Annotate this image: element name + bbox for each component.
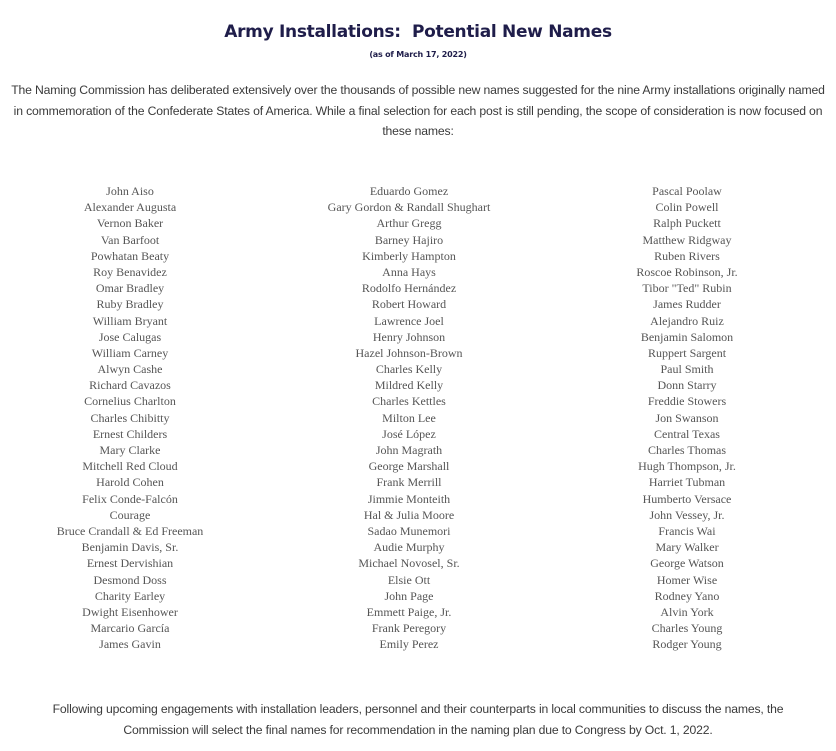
name-list-item: James Gavin	[99, 637, 161, 652]
name-list-item: John Magrath	[375, 443, 443, 457]
name-list-item: Richard Cavazos	[89, 378, 171, 393]
name-list-item: William Carney	[91, 345, 169, 360]
name-list-item: Emmett Paige, Jr.	[366, 604, 452, 619]
name-list-item: Freddie Stowers	[647, 394, 727, 409]
name-list-item: Paul Smith	[660, 362, 714, 377]
name-list-item: Benjamin Salomon	[640, 329, 734, 344]
intro-paragraph: The Naming Commission has deliberated extensively over the thousands of possible new names suggested for the nine Army installations originally named in commemoration of the Confederate States of America. While a final selection for each post is still pending, the scope of consideration is now focused on these names:	[11, 83, 825, 138]
name-list-item: Charles Chibitty	[90, 410, 170, 425]
name-list-item: Roscoe Robinson, Jr.	[636, 264, 738, 279]
names-column-2	[309, 183, 509, 652]
name-list-item: Eduardo Gomez	[369, 184, 449, 198]
name-list-item: Alvin York	[660, 604, 714, 619]
name-list-item: Van Barfoot	[100, 232, 160, 247]
name-list-item: Lawrence Joel	[374, 313, 444, 328]
name-list-item: Charles Young	[651, 621, 723, 636]
name-list-item: Gary Gordon & Randall Shughart	[327, 200, 491, 215]
name-list-item: Charles Kettles	[372, 394, 446, 409]
name-list-item: Robert Howard	[371, 297, 447, 312]
name-list-item: Arthur Gregg	[376, 216, 442, 231]
name-list-item: Anna Hays	[382, 264, 436, 279]
name-list-item: Vernon Baker	[96, 216, 164, 231]
name-list-item: George Watson	[650, 556, 724, 571]
name-list-item: Sadao Munemori	[367, 523, 451, 538]
name-list-item: John Aiso	[106, 184, 154, 198]
name-list-item: Benjamin Davis, Sr.	[81, 540, 179, 555]
name-list-item: Ralph Puckett	[653, 216, 721, 231]
name-list-item: Jimmie Monteith	[367, 491, 451, 506]
name-list-item: Milton Lee	[382, 410, 436, 425]
name-list-item: Emily Perez	[379, 637, 439, 652]
closing-paragraph: Following upcoming engagements with installation leaders, personnel and their counterparts in local communities to discuss the names, the Commission will select the final names for recommendation in the naming plan due to Congress by Oct. 1, 2022.	[52, 702, 784, 737]
name-list-item: Hal & Julia Moore	[363, 507, 455, 522]
name-list-item: Donn Starry	[657, 378, 717, 393]
name-list-item: Rodger Young	[652, 637, 722, 652]
name-list-item: Hugh Thompson, Jr.	[638, 459, 736, 474]
name-list-item: Dwight Eisenhower	[82, 604, 178, 619]
name-list-item: Ruby Bradley	[96, 297, 164, 312]
name-list-item: Colin Powell	[655, 200, 719, 215]
name-list-item: Charles Thomas	[647, 443, 727, 457]
names-column-3	[587, 183, 787, 652]
name-list-item: Jose Calugas	[98, 329, 162, 344]
name-list-item: Mitchell Red Cloud	[82, 459, 178, 474]
name-list-item: Francis Wai	[658, 523, 716, 538]
name-list-item: Charity Earley	[94, 588, 166, 603]
name-list-item: Alexander Augusta	[83, 200, 177, 215]
name-list-item: Humberto Versace	[642, 491, 732, 506]
name-list-item: Audie Murphy	[373, 540, 445, 555]
name-list-item: José López	[382, 426, 436, 441]
name-list-item: Ruben Rivers	[654, 248, 720, 263]
name-list-item: Kimberly Hampton	[362, 248, 456, 263]
name-list-item: Felix Conde-Falcón	[82, 491, 178, 506]
name-list-item: Frank Merrill	[376, 475, 442, 490]
name-list-item: Hazel Johnson-Brown	[355, 345, 463, 360]
name-list-item: Charles Kelly	[375, 362, 443, 377]
page-title: Army Installations: Potential New Names	[224, 22, 612, 42]
name-list-item: George Marshall	[368, 459, 450, 474]
name-list-item: Homer Wise	[656, 572, 718, 587]
name-list-item: Henry Johnson	[372, 329, 446, 344]
name-list-item: Marcario García	[90, 621, 170, 636]
name-list-item: Mildred Kelly	[374, 378, 444, 393]
name-list-item: Ernest Dervishian	[86, 556, 174, 571]
name-list-item: John Page	[384, 588, 434, 603]
name-list-item: Roy Benavidez	[93, 264, 167, 279]
name-list-item: Central Texas	[654, 426, 720, 441]
name-list-item: Barney Hajiro	[374, 232, 444, 247]
name-list-item: Jon Swanson	[655, 410, 719, 425]
name-list-item: Desmond Doss	[93, 572, 167, 587]
name-list-item: John Vessey, Jr.	[649, 507, 725, 522]
name-list-item: Rodolfo Hernández	[361, 281, 457, 296]
page-subtitle-date: (as of March 17, 2022)	[369, 50, 467, 59]
name-list-item: Ernest Childers	[92, 426, 168, 441]
name-list-item: Rodney Yano	[654, 588, 720, 603]
name-list-item: Harold Cohen	[96, 475, 164, 490]
name-list-item: Michael Novosel, Sr.	[358, 556, 460, 571]
names-column-1	[30, 183, 230, 652]
name-list-item: William Bryant	[92, 313, 168, 328]
name-list-item: Harriet Tubman	[648, 475, 726, 490]
name-list-item: Cornelius Charlton	[84, 394, 176, 409]
name-list-item: James Rudder	[653, 297, 721, 312]
name-list-item: Pascal Poolaw	[652, 184, 722, 198]
name-list-item: Omar Bradley	[95, 281, 165, 296]
name-list-item: Bruce Crandall & Ed Freeman	[56, 523, 204, 538]
name-list-item: Matthew Ridgway	[642, 232, 732, 247]
name-list-item: Alejandro Ruiz	[650, 313, 724, 328]
name-list-item: Mary Clarke	[99, 443, 161, 457]
name-list-item: Frank Peregory	[371, 621, 447, 636]
name-list-item: Tibor "Ted" Rubin	[642, 281, 732, 296]
name-list-item: Mary Walker	[655, 540, 719, 555]
name-list-item: Powhatan Beaty	[90, 248, 170, 263]
name-list-item: Elsie Ott	[387, 572, 431, 587]
name-list-item: Courage	[109, 507, 151, 522]
name-list-item: Ruppert Sargent	[647, 345, 727, 360]
name-list-item: Alwyn Cashe	[97, 362, 163, 377]
